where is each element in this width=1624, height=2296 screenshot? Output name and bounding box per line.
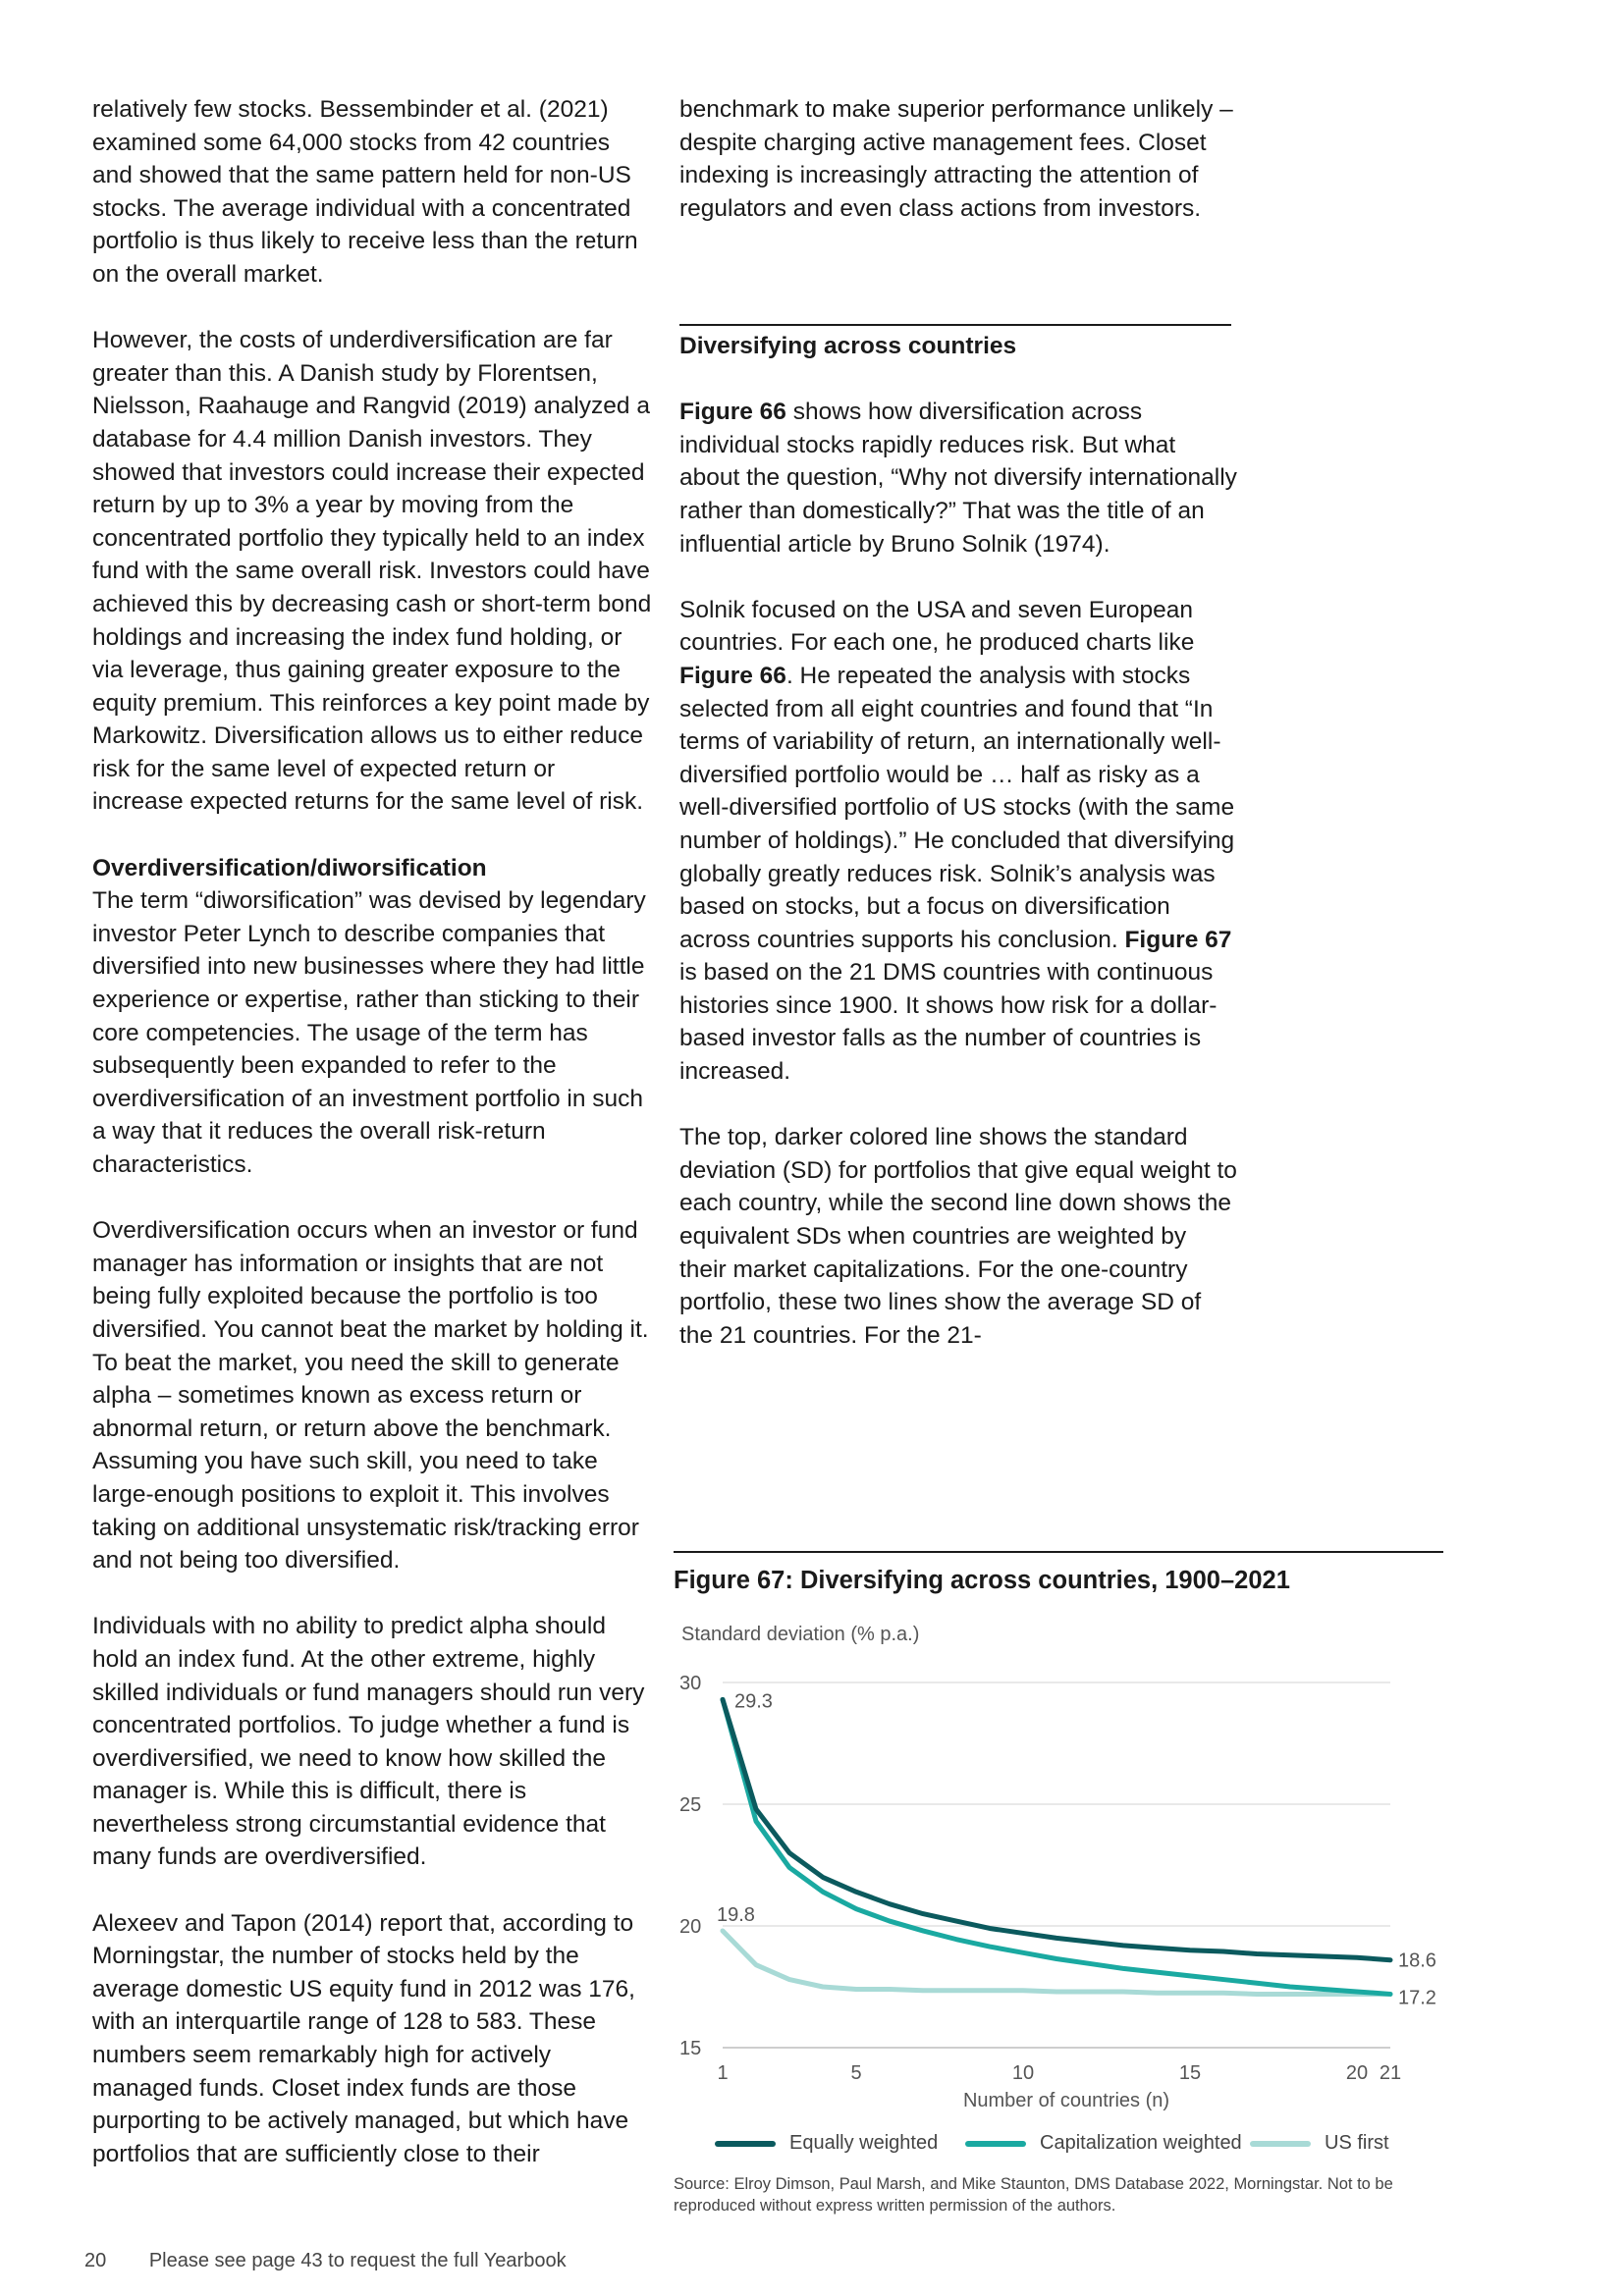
data-label-equally-weighted-start: 29.3 [734, 1690, 773, 1713]
series-line-equally-weighted [723, 1699, 1390, 1959]
left-paragraph-4: Overdiversification occurs when an investor or fund manager has information or insights that are not being fully exploited because the portfolio is too diversified. You cannot beat the market by holding it. To beat the market, you need the skill to generate alpha – sometimes known as excess return or abnormal return, or return above the benchmark. Assuming you have such skill, you need to take large-enough positions to exploit it. This involves taking on additional unsystematic risk/tracking error and not being too diversified. [92, 1217, 649, 1575]
left-paragraph-5: Individuals with no ability to predict alpha should hold an index fund. At the other extreme, highly skilled individuals or fund managers should run very concentrated portfolios. To judge whether a fund is overdiversified, we need to know how skilled the manager is. While this is difficult, there is nevertheless strong circumstantial evidence that many funds are overdiversified. [92, 1613, 645, 1871]
left-paragraph-1: relatively few stocks. Bessembinder et al. (2021) examined some 64,000 stocks from 42 countries and showed that the same pattern held for non-US stocks. The average individual with a concentrated portfolio is thus likely to receive less than the return on the overall market. [92, 96, 638, 288]
x-tick-label-20: 20 [1345, 2062, 1369, 2084]
figure-divider [674, 1551, 1443, 1553]
legend-label-us-first: US first [1325, 2132, 1389, 2154]
right-column-section [679, 330, 1239, 1352]
figure-66-reference: Figure 66 [679, 662, 786, 689]
legend-swatch-us-first [1250, 2141, 1311, 2147]
y-tick-label-15: 15 [679, 2038, 702, 2059]
section-subheading-overdiversification: Overdiversification/diworsification [92, 854, 487, 881]
x-tick-label-15: 15 [1178, 2062, 1202, 2084]
section-subheading-countries: Diversifying across countries [679, 333, 1017, 359]
y-tick-label-30: 30 [679, 1673, 702, 1694]
line-chart [668, 1659, 1443, 2120]
legend-item-us-first [1250, 2132, 1389, 2155]
page-footer [84, 2250, 567, 2272]
right-paragraph-1: benchmark to make superior performance unlikely – despite charging active management fees. Closet indexing is increasingly attracting the attention of regulators and even class actions from investors. [679, 96, 1233, 222]
data-label-us-first-start: 19.8 [717, 1903, 755, 1926]
legend-swatch-equally-weighted [715, 2141, 776, 2147]
chart-x-axis-label: Number of countries (n) [962, 2090, 1170, 2111]
left-paragraph-2: However, the costs of underdiversification are far greater than this. A Danish study by Florentsen, Nielsson, Raahauge and Rangvid (2019) analyzed a database for 4.4 million Danish investors. They showed that investors could increase their expected return by up to 3% a year by moving from the concentrated portfolio they typically held to an index fund with the same overall risk. Investors could have achieved this by decreasing cash or short-term bond holdings and increasing the index fund holding, or via leverage, thus gaining greater exposure to the equity premium. This reinforces a key point made by Markowitz. Diversification allows us to either reduce risk for the same level of expected return or increase expected returns for the same level of risk. [92, 327, 652, 816]
y-tick-label-25: 25 [679, 1794, 702, 1816]
x-tick-label-1: 1 [717, 2062, 729, 2084]
legend-item-capitalization-weighted [965, 2132, 1242, 2155]
right-column [679, 93, 1239, 225]
legend-label-equally-weighted: Equally weighted [789, 2132, 939, 2154]
page-number: 20 [84, 2250, 107, 2271]
section-divider [679, 324, 1231, 326]
left-paragraph-6: Alexeev and Tapon (2014) report that, according to Morningstar, the number of stocks held by the average domestic US equity fund in 2012 was 176, with an interquartile range of 128 to 583. These numbers seem remarkably high for actively managed funds. Closet index funds are those purporting to be actively managed, but which have portfolios that are sufficiently close to their [92, 1909, 635, 2167]
legend-item-equally-weighted [715, 2132, 938, 2155]
figure-title: Figure 67: Diversifying across countries, 1900–2021 [674, 1567, 1290, 1594]
left-column [92, 93, 652, 2170]
right-paragraph-3: Solnik focused on the USA and seven European countries. For each one, he produced charts like Figure 66. He repeated the analysis with stocks selected from all eight countries and found that “In terms of variability of return, an internationally well-diversified portfolio would be … half as risky as a well-diversified portfolio of US stocks (with the same number of holdings).” He concluded that diversifying globally greatly reduces risk. Solnik’s analysis was based on stocks, but a focus on diversification across countries supports his conclusion. Figure 67 is based on the 21 DMS countries with continuous histories since 1900. It shows how risk for a dollar-based investor falls as the number of countries is increased. [679, 596, 1235, 1086]
figure-source-note: Source: Elroy Dimson, Paul Marsh, and Mike Staunton, DMS Database 2022, Morningstar. Not to be reproduced without express written permission of the authors. [674, 2175, 1393, 2215]
x-tick-label-21: 21 [1379, 2062, 1402, 2084]
x-tick-label-5: 5 [850, 2062, 862, 2084]
left-paragraph-3: The term “diworsification” was devised by legendary investor Peter Lynch to describe companies that diversified into new businesses where they had little experience or expertise, rather than sticking to their core competencies. The usage of the term has subsequently been expanded to refer to the overdiversification of an investment portfolio in such a way that it reduces the overall risk-return characteristics. [92, 887, 646, 1178]
right-paragraph-4: The top, darker colored line shows the standard deviation (SD) for portfolios that give equal weight to each country, while the second line down shows the equivalent SDs when countries are weighted by their market capitalizations. For the one-country portfolio, these two lines show the average SD of the 21 countries. For the 21- [679, 1124, 1237, 1349]
data-label-capitalization-weighted-end: 17.2 [1398, 1987, 1436, 2009]
figure-67-reference: Figure 67 [1124, 926, 1232, 953]
footer-note: Please see page 43 to request the full Yearbook [148, 2250, 567, 2271]
series-line-capitalization-weighted [723, 1699, 1390, 1994]
y-tick-label-20: 20 [679, 1916, 702, 1938]
x-tick-label-10: 10 [1011, 2062, 1035, 2084]
data-label-equally-weighted-end: 18.6 [1398, 1949, 1436, 1972]
figure-66-reference: Figure 66 [679, 399, 786, 426]
legend-label-capitalization-weighted: Capitalization weighted [1040, 2132, 1242, 2154]
chart-y-axis-label: Standard deviation (% p.a.) [681, 1624, 920, 1645]
legend-swatch-capitalization-weighted [965, 2141, 1026, 2147]
right-paragraph-2: Figure 66 shows how diversification across individual stocks rapidly reduces risk. But what about the question, “Why not diversify internationally rather than domestically?” That was the title of an influential article by Bruno Solnik (1974). [679, 399, 1237, 558]
